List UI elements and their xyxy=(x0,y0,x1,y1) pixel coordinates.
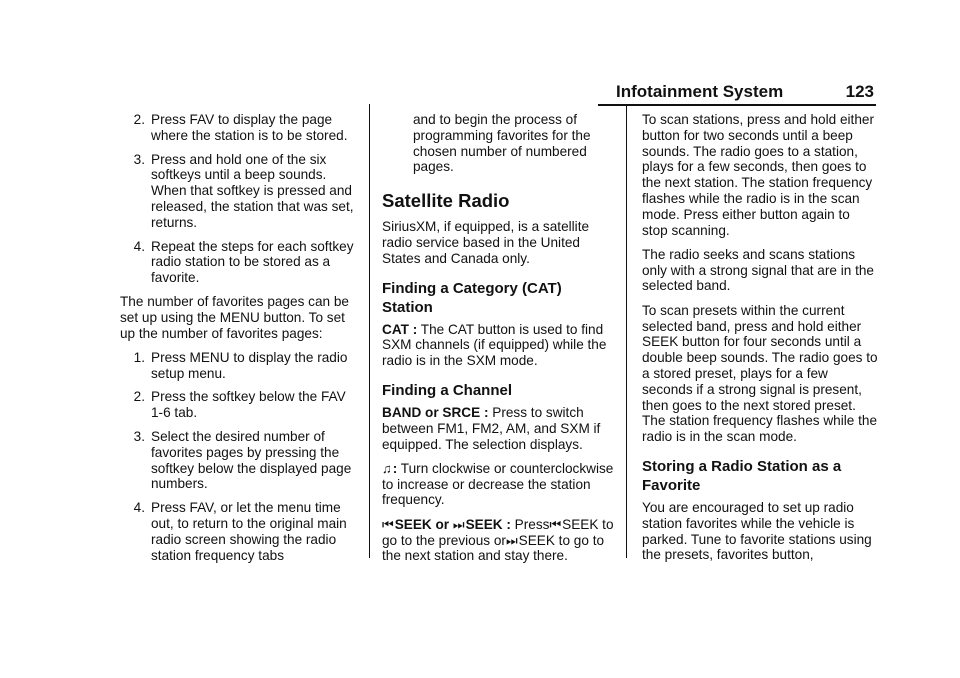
column-3 xyxy=(642,112,878,572)
step-number: 3. xyxy=(133,151,145,167)
tune-label: : xyxy=(392,460,398,476)
paragraph: The number of favorites pages can be set up using the MENU button. To set up the number of favorites pages: xyxy=(120,293,349,341)
heading-finding-category: Finding a Category (CAT) Station xyxy=(382,279,562,316)
column-divider xyxy=(369,104,370,558)
tune-text: Turn clockwise or counterclockwise to increase or decrease the station frequency. xyxy=(382,460,614,508)
list-item xyxy=(120,429,360,492)
page-header xyxy=(598,80,876,108)
paragraph: You are encouraged to set up radio station favorites while the vehicle is parked. Tune to favorite stations using the presets, favorites button, xyxy=(642,499,872,563)
paragraph: To scan stations, press and hold either button for two seconds until a beep sounds. The radio goes to a station, plays for a few seconds, then goes to the next station. The station frequency flashes while the radio is in the scan mode. Press either button again to stop scanning. xyxy=(642,112,874,238)
step-number: 2. xyxy=(133,112,145,127)
list-continuation: and to begin the process of programming favorites for the chosen number of numbered pages. xyxy=(413,112,591,175)
column-2 xyxy=(382,112,614,573)
heading-satellite-radio: Satellite Radio xyxy=(382,190,510,212)
seek-text: Press xyxy=(510,516,550,532)
list-item xyxy=(120,350,360,382)
step-text: Repeat the steps for each softkey radio station to be stored as a favorite. xyxy=(151,238,354,286)
step-text: Press FAV to display the page where the station is to be stored. xyxy=(151,112,348,143)
step-text: Press MENU to display the radio setup menu. xyxy=(151,349,348,381)
step-text: Press FAV, or let the menu time out, to return to the original main radio screen showing the radio station frequency tabs xyxy=(151,500,347,563)
seek-back-icon: ⏮ xyxy=(549,516,562,532)
step-number: 1. xyxy=(133,349,145,365)
band-label: BAND or SRCE : xyxy=(382,404,489,420)
step-text: Press and hold one of the six softkeys until a beep sounds. When that softkey is pressed and released, the station that was set, returns. xyxy=(151,151,354,230)
step-number: 3. xyxy=(133,429,145,445)
seek-forward-icon: ⏭ xyxy=(505,532,518,548)
list-item xyxy=(120,152,360,231)
cat-text: The CAT button is used to find SXM channels (if equipped) while the radio is in the SXM mode. xyxy=(382,321,607,369)
heading-storing-station: Storing a Radio Station as a Favorite xyxy=(642,457,842,494)
seek-text: SEEK to go to the next station and stay there. xyxy=(382,532,605,564)
paragraph: The radio seeks and scans stations only with a strong signal that are in the selected band. xyxy=(642,246,874,294)
list-item xyxy=(120,389,360,421)
column-divider xyxy=(626,104,627,558)
seek-back-label: SEEK or xyxy=(394,516,450,532)
paragraph xyxy=(382,461,614,508)
section-title: Infotainment System xyxy=(616,82,784,101)
heading-finding-channel: Finding a Channel xyxy=(382,381,512,399)
seek-text: SEEK to go to the previous or xyxy=(382,516,614,548)
paragraph: SiriusXM, if equipped, is a satellite radio service based in the United States and Canada only. xyxy=(382,219,590,266)
step-number: 4. xyxy=(133,500,145,516)
seek-forward-icon: ⏭ xyxy=(452,516,465,532)
seek-back-icon: ⏮ xyxy=(382,516,394,532)
step-text: Select the desired number of favorites pages by pressing the softkey below the displayed page numbers. xyxy=(151,429,352,492)
cat-label: CAT : xyxy=(382,321,418,337)
list-item xyxy=(120,112,360,144)
seek-forward-label: SEEK : xyxy=(465,516,511,532)
list-item xyxy=(120,500,360,563)
band-text: Press to switch between FM1, FM2, AM, and SXM if equipped. The selection displays. xyxy=(382,404,601,452)
step-number: 2. xyxy=(133,389,145,405)
music-note-icon: ♫ xyxy=(382,460,392,476)
step-number: 4. xyxy=(133,238,145,254)
list-item xyxy=(120,239,360,286)
page-number: 123 xyxy=(845,82,874,101)
step-text: Press the softkey below the FAV 1-6 tab. xyxy=(151,389,346,421)
paragraph: To scan presets within the current selected band, press and hold either SEEK button for four seconds until a double beep sounds. The radio goes to a stored preset, plays for a few seconds if a strong signal is present, then goes to the next stored preset. The station frequency flashes while the radio is in the scan mode. xyxy=(642,302,878,445)
header-rule xyxy=(598,104,876,106)
column-1 xyxy=(120,112,360,571)
paragraph xyxy=(382,322,614,369)
paragraph xyxy=(382,405,614,452)
paragraph xyxy=(382,517,614,564)
